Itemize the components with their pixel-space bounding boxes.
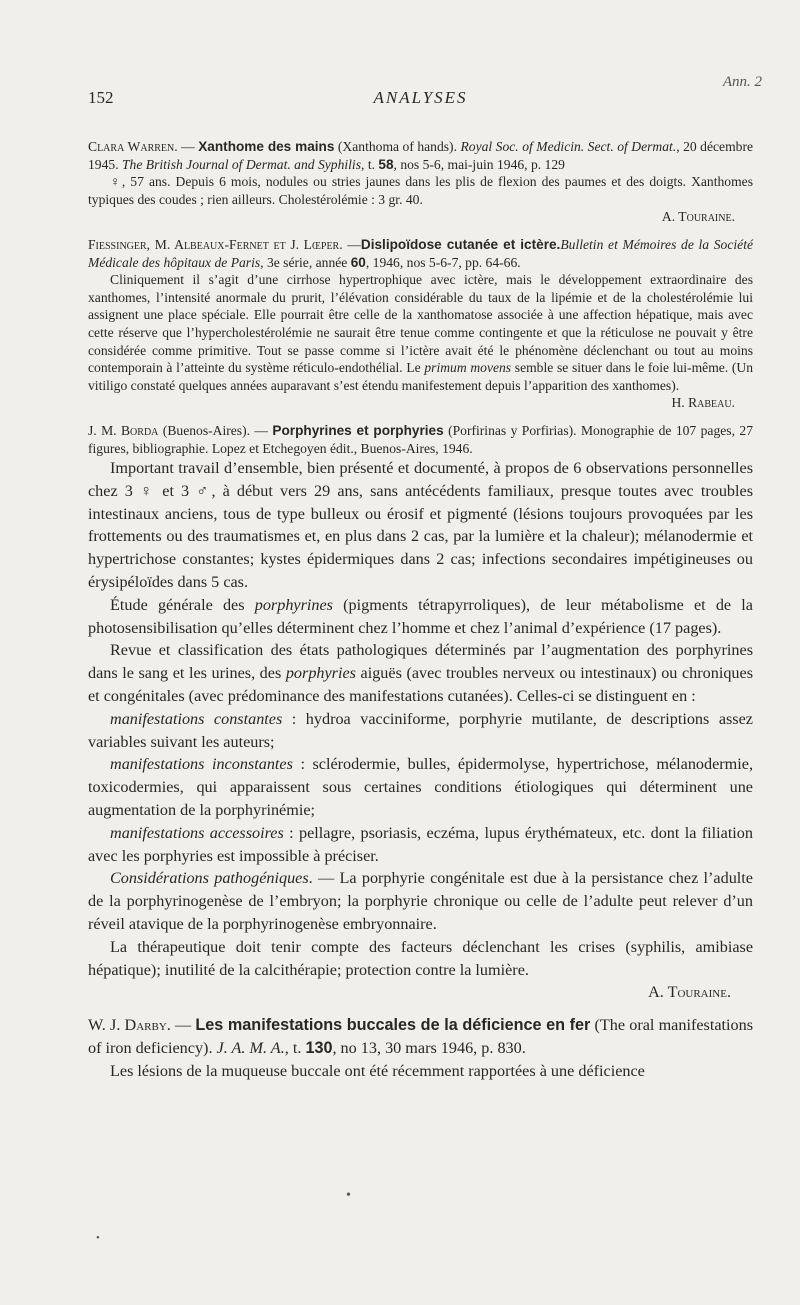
stray-mark: • — [346, 1188, 351, 1203]
volume: 60 — [350, 254, 366, 270]
abstract-3-paragraph: Étude générale des porphyrines (pigments tétrapyrroliques), de leur métabolisme et de la photosensibilisation qu’elles déterminent chez l’homme et chez l’animal d’expérience (17 pages). — [88, 595, 753, 637]
volume: 58 — [378, 156, 394, 172]
signature: H. Rabeau. — [671, 395, 735, 411]
author: W. J. Darby. — [88, 1016, 171, 1035]
author: Clara Warren. — [88, 139, 178, 154]
abstract-3-list-item: manifestations inconstantes : sclérodermie, bulles, épidermolyse, hypertrichose, mélanodermie, toxicodermies, qui apparaissent sous certaines conditions étiologiques qui déterminent une augmentation de la porphyrinémie; — [88, 755, 754, 820]
volume: 130 — [305, 1039, 333, 1058]
journal-name: Royal Soc. of Medicin. Sect. of Dermat. — [460, 139, 677, 154]
author: Fiessinger, M. Albeaux-Fernet et J. Lœper. — [88, 236, 343, 252]
abstract-3-list-item: manifestations constantes : hydroa vacciniforme, porphyrie mutilante, de descriptions assez variables suivant les auteurs; — [88, 709, 753, 751]
page-header — [88, 88, 753, 112]
handwritten-annotation: Ann. 2 — [722, 74, 762, 90]
abstract-4-citation: W. J. Darby. — Les manifestations buccales de la déficience en fer (The oral manifestations of iron deficiency). J. A. M. A., t. 130, no 13, 30 mars 1946, p. 830. — [88, 1016, 753, 1058]
abstract-4-body: Les lésions de la muqueuse buccale ont été récemment rapportées à une déficience — [110, 1061, 645, 1080]
abstract-3-paragraph: Considérations pathogéniques. — La porphyrie congénitale est due à la persistance chez l’adulte de la porphyrinogenèse de l’embryon; la porphyrie chronique ou celle de l’adulte peut relever d’un réveil atavique de la porphyrinogenèse embryonnaire. — [88, 869, 753, 934]
abstract-2-body: Cliniquement il s’agit d’une cirrhose hypertrophique avec ictère, mais le développement extraordinaire des xanthomes, l’intensité anormale du prurit, l’élévation considérable du taux de la lipémie et de la cholestérolémie lui assignent une place spéciale. Elle pourrait être celle de la xanthomatose associée à une affection hépatique, mais avec cette réserve que l’hypercholestérolémie ne saurait être tenue comme contingente et que la réticulose ne pouvait y être considérée comme primitive. Tout se passe comme si l’ictère avait été le phénomène déclenchant ou tout au moins contemporain à l’atteinte du système réticulo-endothélial. Le primum movens semble se situer dans le foie lui-même. (Un vitiligo constaté quelques années auparavant s’est étendu manifestement depuis l’apparition des xanthomes). — [88, 272, 754, 393]
abstract-title: Les manifestations buccales de la déficience en fer — [195, 1016, 591, 1035]
journal-name: Bulletin et Mémoires de la Société Médicale des hôpitaux de Paris — [88, 236, 753, 270]
abstract-title: Xanthome des mains — [198, 139, 335, 154]
signature: A. Touraine. — [661, 209, 735, 225]
abstract-3-citation: J. M. Borda (Buenos-Aires). — Porphyrines et porphyries (Porfirinas y Porfirias). Monographie de 107 pages, 27 figures, bibliographie. Lopez et Etchegoyen édit., Buenos-Aires, 1946. — [88, 422, 753, 456]
abstract-3-paragraph: Revue et classification des états pathologiques déterminés par l’augmentation des porphyrines dans le sang et les urines, des porphyries aiguës (avec troubles nerveux ou intestinaux) ou chroniques et congénitales (avec prédominance des manifestations cutanées). Celles-ci se distinguent en : — [88, 641, 753, 706]
abstract-3-paragraph: La thérapeutique doit tenir compte des facteurs déclenchant les crises (syphilis, amibiase hépatique); inutilité de la calcithérapie; protection contre la lumière. — [88, 937, 753, 979]
page-number: 152 — [88, 88, 114, 107]
journal-name: J. A. M. A. — [216, 1039, 285, 1058]
abstract-title: Dislipoïdose cutanée et ictère. — [360, 236, 561, 252]
author: J. M. Borda — [88, 422, 159, 438]
abstract-3-paragraph: Important travail d’ensemble, bien présenté et documenté, à propos de 6 observations personnelles chez 3 ♀ et 3 ♂, à début vers 29 ans, sans antécédents familiaux, presque toutes avec troubles intestinaux anciens, tous de type bulleux ou érosif et pigmenté (lésions toujours provoquées par les frottements ou des traumatismes et, en plus dans 2 cas, par la lumière et la chaleur); mélanodermie et hypertrichose constantes; kystes épidermiques dans 2 cas; infections secondaires impétigineuses ou érysipéloïdes dans 5 cas. — [88, 459, 753, 592]
abstract-1-body: ♀, 57 ans. Depuis 6 mois, nodules ou stries jaunes dans les plis de flexion des paumes et des doigts. Xanthomes typiques des coudes ; rien ailleurs. Cholestérolémie : 3 gr. 40. — [88, 174, 753, 207]
journal-name: The British Journal of Dermat. and Syphilis — [121, 156, 362, 172]
abstract-title: Porphyrines et porphyries — [272, 422, 444, 438]
abstract-1-citation: Clara Warren. — Xanthome des mains (Xanthoma of hands). Royal Soc. of Medicin. Sect. of Dermat., 20 décembre 1945. The British Journal of Dermat. and Syphilis, t. 58, nos 5-6, mai-juin 1946, p. 129 — [88, 139, 754, 172]
stray-mark: • — [96, 1232, 100, 1244]
running-title: ANALYSES — [373, 88, 468, 107]
abstract-2-citation: Fiessinger, M. Albeaux-Fernet et J. Lœper. —Dislipoïdose cutanée et ictère.Bulletin et Mémoires de la Société Médicale des hôpitaux de Paris, 3e série, année 60, 1946, nos 5-6-7, pp. 64-66. — [88, 236, 753, 270]
article-body — [88, 138, 753, 1083]
abstract-3-list-item: manifestations accessoires : pellagre, psoriasis, eczéma, lupus érythémateux, etc. dont la filiation avec les porphyries est impossible à préciser. — [88, 823, 753, 865]
signature: A. Touraine. — [648, 983, 731, 1002]
